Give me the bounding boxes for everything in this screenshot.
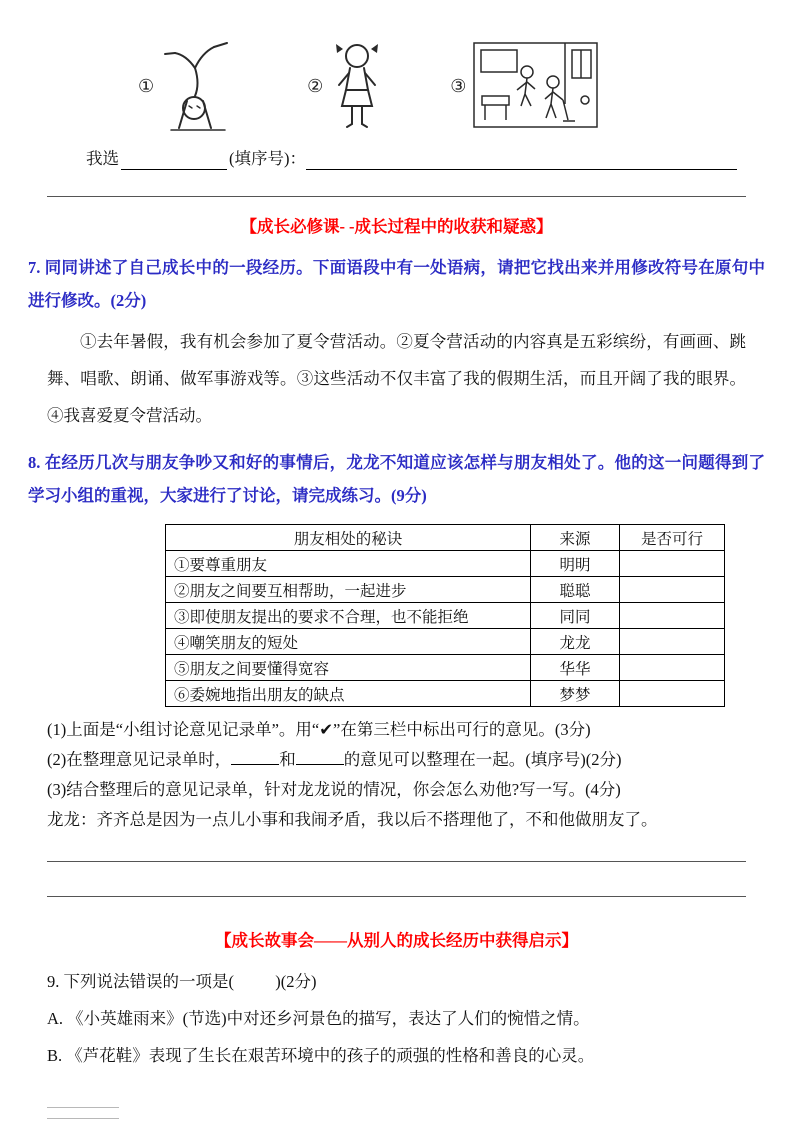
feasible-cell bbox=[620, 681, 725, 707]
tip-cell: ①要尊重朋友 bbox=[166, 551, 531, 577]
q8-sub2-before: (2)在整理意见记录单时， bbox=[47, 750, 232, 769]
tip-cell: ⑥委婉地指出朋友的缺点 bbox=[166, 681, 531, 707]
choice-prefix: 我选 bbox=[86, 149, 119, 168]
table-header-feasible: 是否可行 bbox=[620, 525, 725, 551]
table-row bbox=[166, 655, 725, 681]
handstand-kid-illustration bbox=[161, 38, 241, 134]
table-row bbox=[166, 629, 725, 655]
q8-sub2-blank-2 bbox=[296, 749, 344, 765]
choice-answer-blank bbox=[306, 151, 737, 170]
source-cell: 龙龙 bbox=[531, 629, 620, 655]
figure-3-label: ③ bbox=[450, 75, 467, 96]
feasible-cell bbox=[620, 551, 725, 577]
source-cell: 明明 bbox=[531, 551, 620, 577]
q8-sub2 bbox=[47, 745, 746, 775]
q8-sub3: (3)结合整理后的意见记录单，针对龙龙说的情况，你会怎么劝他?写一写。(4分) bbox=[47, 780, 621, 799]
section-heading-story: 【成长故事会——从别人的成长经历中获得启示】 bbox=[215, 931, 578, 950]
cutoff-line bbox=[47, 1097, 119, 1108]
question-9-block bbox=[47, 963, 746, 1074]
choice-mid-label: (填序号)： bbox=[229, 149, 306, 168]
choice-line bbox=[86, 148, 737, 170]
illustration-2 bbox=[307, 38, 384, 134]
q9-option-b: B. 《芦花鞋》表现了生长在艰苦环境中的孩子的顽强的性格和善良的心灵。 bbox=[47, 1046, 595, 1065]
answer-line-2 bbox=[47, 862, 746, 897]
table-row bbox=[166, 551, 725, 577]
q8-sub2-blank-1 bbox=[231, 749, 279, 765]
q8-sub1: (1)上面是“小组讨论意见记录单”。用“✔”在第三栏中标出可行的意见。(3分) bbox=[47, 720, 591, 739]
table-row bbox=[166, 681, 725, 707]
q8-sub2-middle: 和 bbox=[279, 750, 296, 769]
table-header-source: 来源 bbox=[531, 525, 620, 551]
q8-sub2-after: 的意见可以整理在一起。(填序号)(2分) bbox=[343, 750, 622, 769]
table-row bbox=[166, 577, 725, 603]
question-9: 9. 下列说法错误的一项是( )(2分) bbox=[47, 972, 317, 991]
tip-cell: ⑤朋友之间要懂得宽容 bbox=[166, 655, 531, 681]
question-8-subquestions bbox=[47, 715, 746, 835]
standing-girl-illustration bbox=[330, 38, 384, 134]
table-row bbox=[166, 603, 725, 629]
source-cell: 梦梦 bbox=[531, 681, 620, 707]
tip-cell: ④嘲笑朋友的短处 bbox=[166, 629, 531, 655]
choice-number-blank bbox=[121, 151, 227, 170]
answer-line-1 bbox=[47, 835, 746, 862]
q9-option-a: A. 《小英雄雨来》(节选)中对还乡河景色的描写，表达了人们的惋惜之情。 bbox=[47, 1009, 590, 1028]
classroom-cleaning-illustration bbox=[473, 42, 599, 130]
section-heading-course: 【成长必修课- -成长过程中的收获和疑惑】 bbox=[240, 217, 553, 236]
table-header-row bbox=[166, 525, 725, 551]
question-7-passage: ①去年暑假，我有机会参加了夏令营活动。②夏令营活动的内容真是五彩缤纷，有画画、跳舞、唱歌、朗诵、做军事游戏等。③这些活动不仅丰富了我的假期生活，而且开阔了我的眼界。④我喜爱夏令营活动。 bbox=[47, 332, 746, 425]
source-cell: 华华 bbox=[531, 655, 620, 681]
feasible-cell bbox=[620, 577, 725, 603]
section-divider bbox=[47, 196, 746, 197]
figure-2-label: ② bbox=[307, 75, 324, 96]
feasible-cell bbox=[620, 603, 725, 629]
question-8: 8. 在经历几次与朋友争吵又和好的事情后，龙龙不知道应该怎样与朋友相处了。他的这一问题得到了学习小组的重视，大家进行了讨论，请完成练习。(9分) bbox=[28, 453, 765, 505]
tip-cell: ②朋友之间要互相帮助，一起进步 bbox=[166, 577, 531, 603]
tip-cell: ③即使朋友提出的要求不合理，也不能拒绝 bbox=[166, 603, 531, 629]
source-cell: 同同 bbox=[531, 603, 620, 629]
source-cell: 聪聪 bbox=[531, 577, 620, 603]
feasible-cell bbox=[620, 655, 725, 681]
illustration-1 bbox=[138, 38, 241, 134]
question-7: 7. 同同讲述了自己成长中的一段经历。下面语段中有一处语病，请把它找出来并用修改符号在原句中进行修改。(2分) bbox=[28, 258, 765, 310]
illustration-3 bbox=[450, 42, 599, 130]
figures-row bbox=[0, 0, 793, 134]
discussion-record-table bbox=[165, 524, 725, 707]
q8-dialogue: 龙龙：齐齐总是因为一点儿小事和我闹矛盾，我以后不搭理他了，不和他做朋友了。 bbox=[47, 810, 658, 829]
cutoff-line bbox=[47, 1108, 119, 1119]
page-bottom-cutoff-lines bbox=[47, 1097, 119, 1119]
feasible-cell bbox=[620, 629, 725, 655]
table-header-tip: 朋友相处的秘诀 bbox=[166, 525, 531, 551]
figure-1-label: ① bbox=[138, 75, 155, 96]
